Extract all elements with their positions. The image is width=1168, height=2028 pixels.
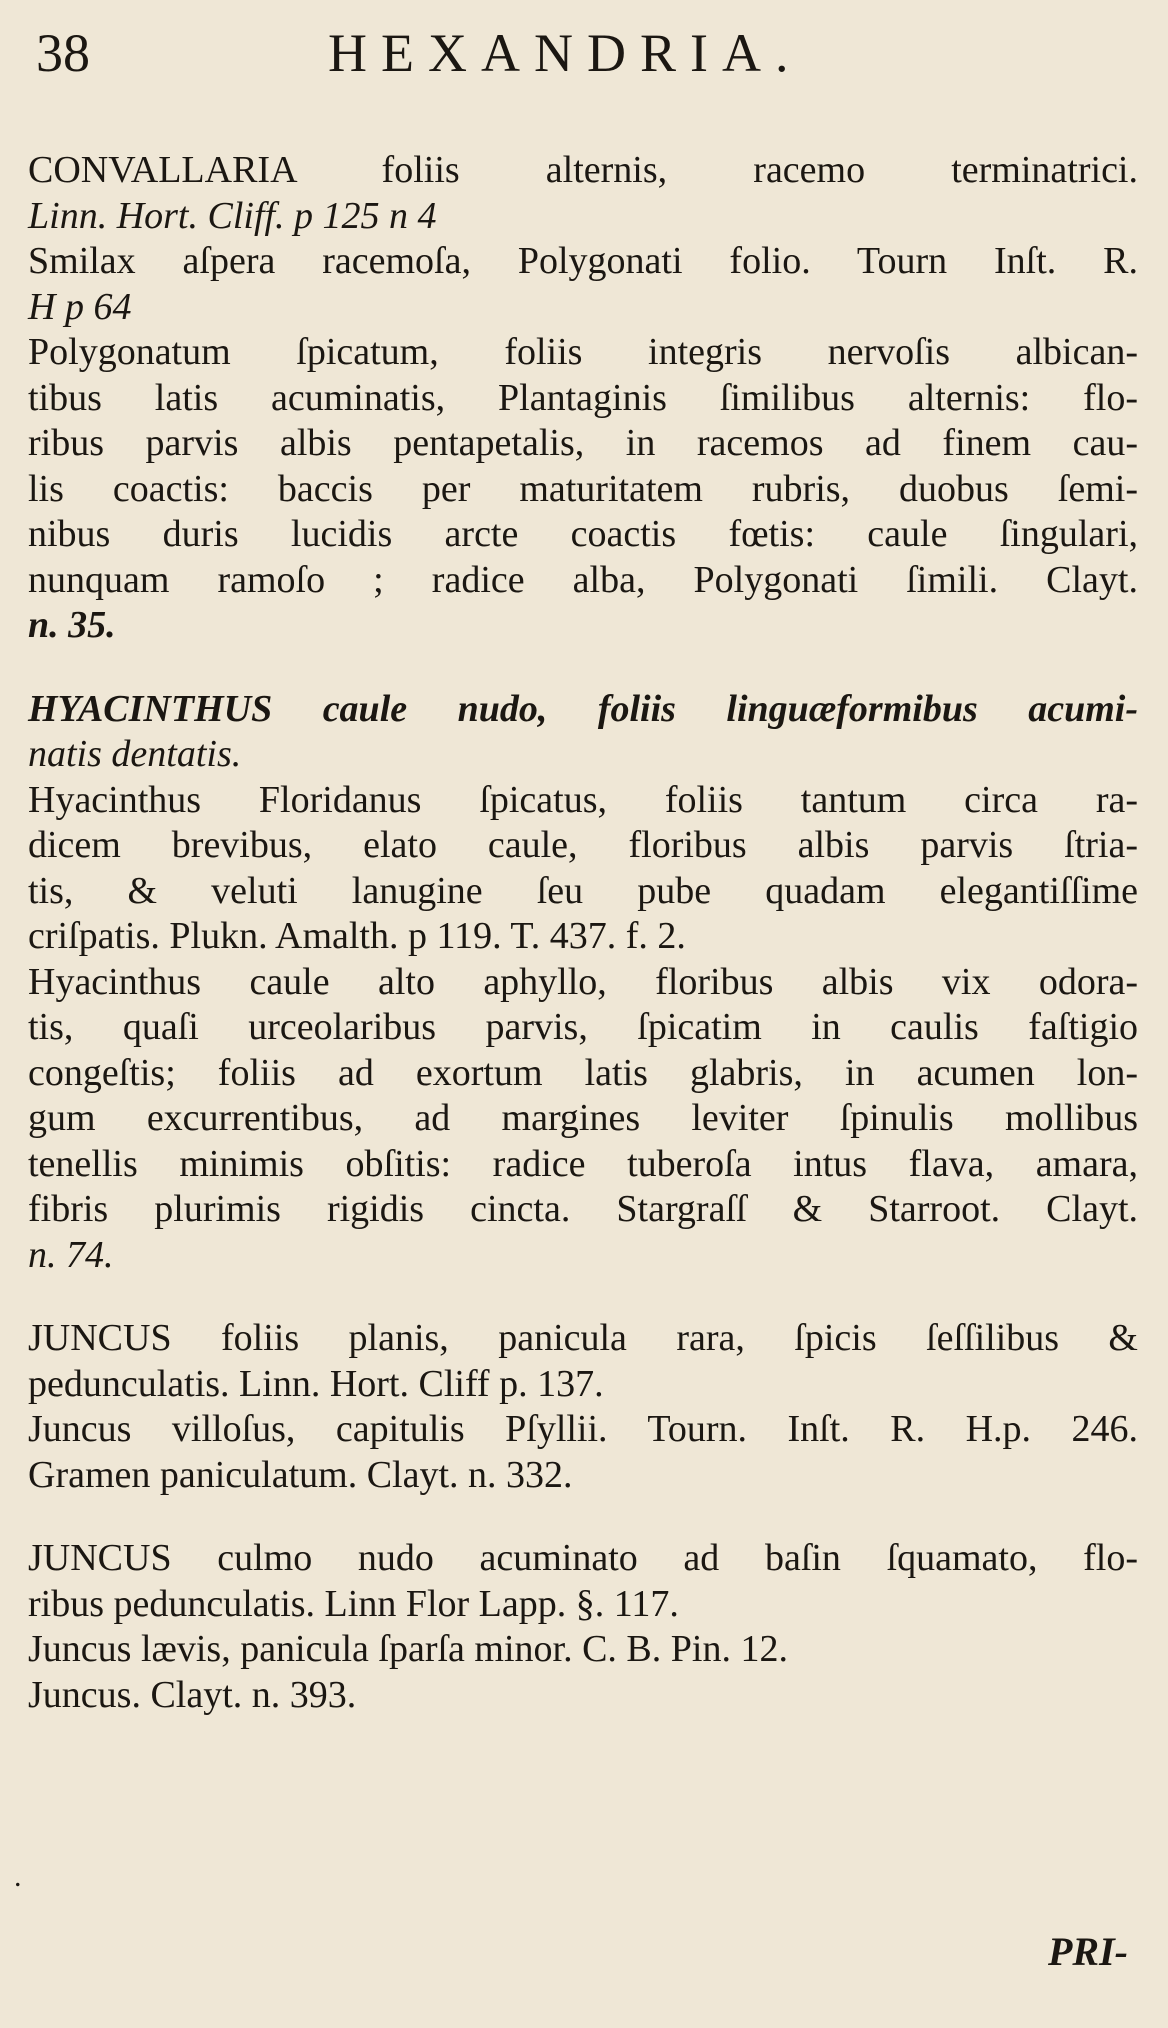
text-line: Juncus lævis, panicula ſparſa minor. C. B. Pin. 12. [28,1628,788,1670]
text-line: n. 35. [28,604,116,646]
text-line: dicem brevibus, elato caule, floribus albis parvis ſtria- [28,824,1138,866]
entry-convallaria [28,148,1138,649]
text-line: Juncus. Clayt. n. 393. [28,1673,357,1716]
text-line: gum excurrentibus, ad margines leviter ſpinulis mollibus [28,1097,1138,1139]
text-line: Hyacinthus caule alto aphyllo, floribus albis vix odora- [28,960,1138,1003]
text-line: pedunculatis. Linn. Hort. Cliff p. 137. [28,1362,604,1405]
entry-hyacinthus [28,687,1138,1279]
text-line: Gramen paniculatum. Clayt. n. 332. [28,1453,573,1496]
text-line: Hyacinthus Floridanus ſpicatus, foliis tantum circa ra- [28,778,1138,821]
text-line: JUNCUS foliis planis, panicula rara, ſpicis ſeſſilibus & [28,1317,1138,1359]
text-line: JUNCUS culmo nudo acuminato ad baſin ſquamato, flo- [28,1537,1138,1579]
text-line: tis, quaſi urceolaribus parvis, ſpicatim in caulis faſtigio [28,1006,1138,1048]
text-line: fibris plurimis rigidis cincta. Stargraſſ & Starroot. Clayt. [28,1188,1138,1230]
text-line: Juncus villoſus, capitulis Pſyllii. Tourn. Inſt. R. H.p. 246. [28,1408,1138,1450]
text-line: nibus duris lucidis arcte coactis fœtis: caule ſingulari, [28,513,1138,555]
text-line: criſpatis. Plukn. Amalth. p 119. T. 437. f. 2. [28,915,686,957]
stray-mark: . [14,1860,22,1893]
page-header [28,14,1128,94]
text-line: ribus parvis albis pentapetalis, in racemos ad finem cau- [28,422,1138,464]
text-line: tis, & veluti lanugine ſeu pube quadam elegantiſſime [28,869,1138,912]
text-line: Linn. Hort. Cliff. p 125 n 4 [28,194,437,237]
text-line: HYACINTHUS caule nudo, foliis linguæformibus acumi- [28,687,1138,730]
text-line: nunquam ramoſo ; radice alba, Polygonati ſimili. Clayt. [28,558,1138,601]
text-line: n. 74. [28,1233,114,1276]
entry-juncus-2 [28,1536,1138,1718]
entry-juncus-1 [28,1316,1138,1498]
text-body [28,148,1138,1756]
text-line: CONVALLARIA foliis alternis, racemo terminatrici. [28,149,1138,191]
text-line: ribus pedunculatis. Linn Flor Lapp. §. 117. [28,1582,679,1625]
text-line: tenellis minimis obſitis: radice tuberoſa intus flava, amara, [28,1142,1138,1185]
catchword: PRI- [1048,1929,1128,1974]
text-line: congeſtis; foliis ad exortum latis glabris, in acumen lon- [28,1051,1138,1094]
text-line: Polygonatum ſpicatum, foliis integris nervoſis albican- [28,331,1138,373]
text-line: tibus latis acuminatis, Plantaginis ſimilibus alternis: flo- [28,376,1138,419]
text-line: natis dentatis. [28,733,242,775]
page-number: 38 [36,23,90,83]
text-line: lis coactis: baccis per maturitatem rubris, duobus ſemi- [28,467,1138,510]
text-line: H p 64 [28,285,132,328]
running-head: HEXANDRIA. [328,23,803,83]
text-line: Smilax aſpera racemoſa, Polygonati folio. Tourn Inſt. R. [28,240,1138,282]
